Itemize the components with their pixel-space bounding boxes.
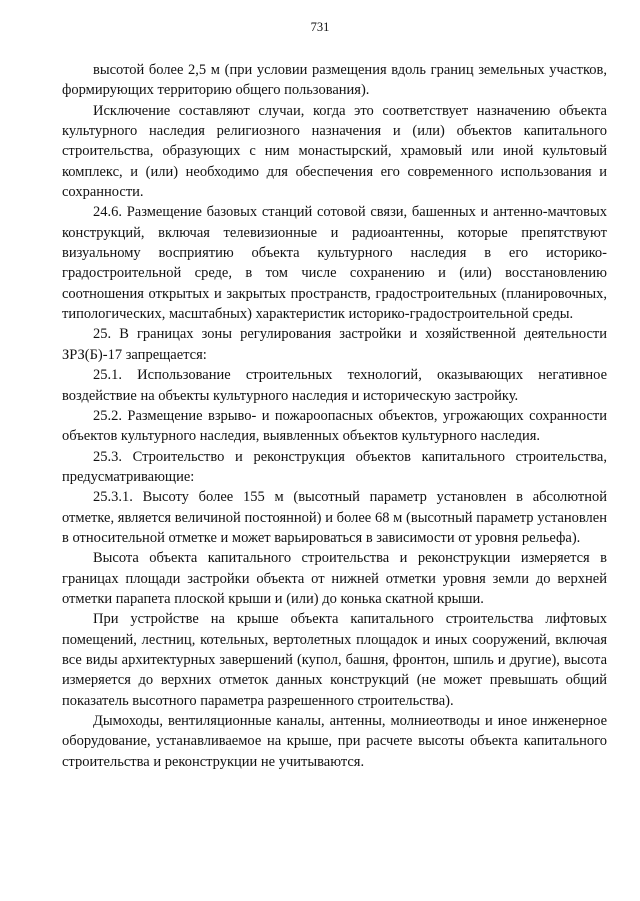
paragraph-25-1-technologies: 25.1. Использование строительных технологий, оказывающих негативное воздействие на объекты культурного наследия и историческую застройку. <box>62 367 607 404</box>
paragraph-24-6-base-stations: 24.6. Размещение базовых станций сотовой связи, башенных и антенно-мачтовых конструкций, включая телевизионные и радиоантенны, которые препятствуют визуальному восприятию объекта культурного наследия в его историко-градостроительной среде, в том числе сохранению и (или) восстановлению соотношения открытых и закрытых пространств, градостроительных (планировочных, типологических, масштабных) характеристик историко-градостроительной среды. <box>62 204 607 323</box>
paragraph-25-zone-prohibitions: 25. В границах зоны регулирования застройки и хозяйственной деятельности ЗРЗ(Б)-17 запрещается: <box>62 326 607 363</box>
paragraph-height-limit-continuation: высотой более 2,5 м (при условии размещения вдоль границ земельных участков, формирующих территорию общего пользования). <box>62 62 607 99</box>
paragraph-25-2-hazardous-objects: 25.2. Размещение взрыво- и пожароопасных объектов, угрожающих сохранности объектов культурного наследия, выявленных объектов культурного наследия. <box>62 407 607 445</box>
paragraph-25-3-1-height: 25.3.1. Высоту более 155 м (высотный параметр установлен в абсолютной отметке, является величиной постоянной) и более 68 м (высотный параметр установлен в относительной отметке и может варьироваться в зависимости от уровня рельефа). <box>62 489 607 546</box>
paragraph-height-measurement: Высота объекта капитального строительства и реконструкции измеряется в границах площади застройки объекта от нижней отметки уровня земли до верхней отметки парапета плоской крыши и (или) до конька скатной крыши. <box>62 550 607 607</box>
paragraph-25-3-construction: 25.3. Строительство и реконструкция объектов капитального строительства, предусматривающие: <box>62 448 607 485</box>
paragraph-religious-exception: Исключение составляют случаи, когда это соответствует назначению объекта культурного наследия религиозного назначения и (или) объектов капитального строительства, образующих с ним монастырский, храмовый или иной культовый комплекс, и (или) необходимо для обеспечения его современного использования и сохранности. <box>62 102 607 201</box>
page-number: 731 <box>310 20 330 34</box>
document-body <box>62 60 607 772</box>
paragraph-roof-structures: При устройстве на крыше объекта капитального строительства лифтовых помещений, лестниц, котельных, вертолетных площадок и иных сооружений, включая все виды архитектурных завершений (купол, башня, фронтон, шпиль и другие), высота измеряется до верхних отметок данных конструкций (не может превышать общий показатель высотного параметра разрешенного строительства). <box>62 611 607 709</box>
paragraph-roof-equipment: Дымоходы, вентиляционные каналы, антенны, молниеотводы и иное инженерное оборудование, устанавливаемое на крыше, при расчете высоты объекта капитального строительства и реконструкции не учитываются. <box>62 713 607 770</box>
